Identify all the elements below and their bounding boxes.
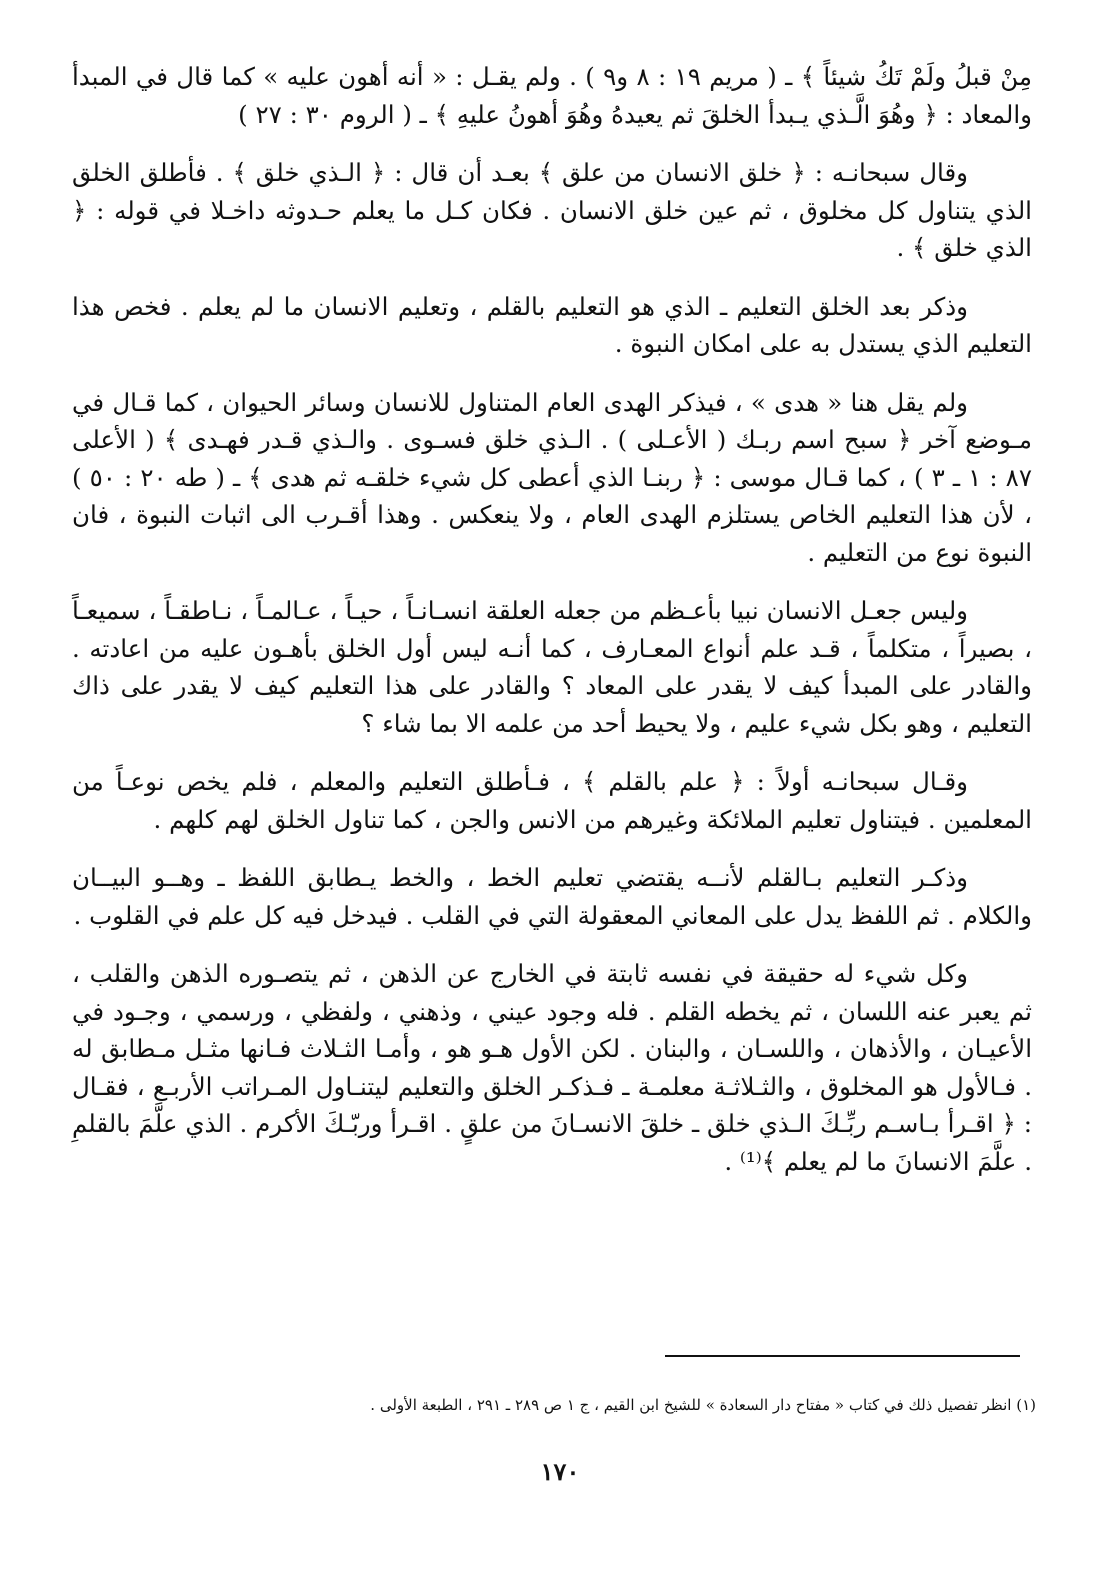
- footnote: (١) انظر تفصيل ذلك في كتاب « مفتاح دار السعادة » للشيخ ابن القيم ، ج ١ ص ٢٨٩ ـ ٢٩١ ، الطبعة الأولى .: [370, 1396, 1036, 1414]
- paragraph-3: وذكر بعد الخلق التعليم ـ الذي هو التعليم بالقلم ، وتعليم الانسان ما لم يعلم . فخص هذا التعليم الذي يستدل به على امكان النبوة .: [72, 291, 1032, 358]
- paragraph-8: وكل شيء له حقيقة في نفسه ثابتة في الخارج عن الذهن ، ثم يتصـوره الذهن والقلب ، ثم يعبر عنه اللسان ، ثم يخطه القلم . فله وجود عيني ، وذهني ، ولفظي ، ورسمي ، وجـود في الأعيـان ، والأذهان ، واللسـان ، والبنان . لكن الأول هـو هو ، وأمـا الثـلاث فـانها مثـل مـطابق له . فـالأول هو المخلوق ، والثـلاثـة معلمـة ـ فـذكـر الخلق والتعليم ليتنـاول المـراتب الأربـع ، فقـال : ﴿ اقـرأ بـاسـم ربِّـكَ الـذي خلق ـ خلقَ الانسـانَ من علقٍ . اقـرأ وربّـكَ الأكرم . الذي علَّمَ بالقلمِ . علَّمَ الانسانَ ما لم يعلم ﴾⁽¹⁾ .: [72, 959, 1032, 1176]
- paragraph-5: وليس جعـل الانسان نبيا بأعـظم من جعله العلقة انسـانـاً ، حيـاً ، عـالمـاً ، نـاطقـاً ، سميعـاً ، بصيراً ، متكلماً ، قـد علم أنواع المعـارف ، كما أنـه ليس أول الخلق بأهـون عليه من اعادته . والقادر على المبدأ كيف لا يقدر على المعاد ؟ والقادر على هذا التعليم كيف لا يقدر على ذاك التعليم ، وهو بكل شيء عليم ، ولا يحيط أحد من علمه الا بما شاء ؟: [72, 596, 1032, 738]
- page-body: [72, 58, 1032, 1201]
- paragraph-4: ولم يقل هنا « هدى » ، فيذكر الهدى العام المتناول للانسان وسائر الحيوان ، كما قـال في مـوضع آخر ﴿ سبح اسم ربـك ( الأعـلى ) . الـذي خلق فسـوى . والـذي قـدر فهـدى ﴾ ( الأعلى ٨٧ : ١ ـ ٣ ) ، كما قـال موسى : ﴿ ربنـا الذي أعطى كل شيء خلقـه ثم هدى ﴾ ـ ( طه ٢٠ : ٥٠ ) ، لأن هذا التعليم الخاص يستلزم الهدى العام ، ولا ينعكس . وهذا أقـرب الى اثبات النبوة ، فان النبوة نوع من التعليم .: [72, 387, 1032, 567]
- footnote-separator: [665, 1355, 1020, 1357]
- paragraph-6: وقـال سبحانـه أولاً : ﴿ علم بالقلم ﴾ ، فـأطلق التعليم والمعلم ، فلم يخص نوعـاً من المعلمين . فيتناول تعليم الملائكة وغيرهم من الانس والجن ، كما تناول الخلق لهم كلهم .: [72, 767, 1032, 834]
- paragraph-2: وقال سبحانـه : ﴿ خلق الانسان من علق ﴾ بعـد أن قال : ﴿ الـذي خلق ﴾ . فأطلق الخلق الذي يتناول كل مخلوق ، ثم عين خلق الانسان . فكان كـل ما يعلم حـدوثه داخـلا في قوله : ﴿ الذي خلق ﴾ .: [72, 158, 1032, 262]
- paragraph-7: وذكـر التعليم بـالقلم لأنــه يقتضي تعليم الخط ، والخط يـطابق اللفظ ـ وهــو البيــان والكلام . ثم اللفظ يدل على المعاني المعقولة التي في القلب . فيدخل فيه كل علم في القلوب .: [72, 863, 1032, 930]
- page-number: ١٧٠: [540, 1457, 580, 1486]
- paragraph-1: مِنْ قبلُ ولَمْ تَكُ شيئاً ﴾ ـ ( مريم ١٩ : ٨ و٩ ) . ولم يقـل : « أنه أهون عليه » كما قال في المبدأ والمعاد : ﴿ وهُوَ الَّـذي يـبدأ الخلقَ ثم يعيدهُ وهُوَ أهونُ عليهِ ﴾ ـ ( الروم ٣٠ : ٢٧ ): [72, 62, 1032, 129]
